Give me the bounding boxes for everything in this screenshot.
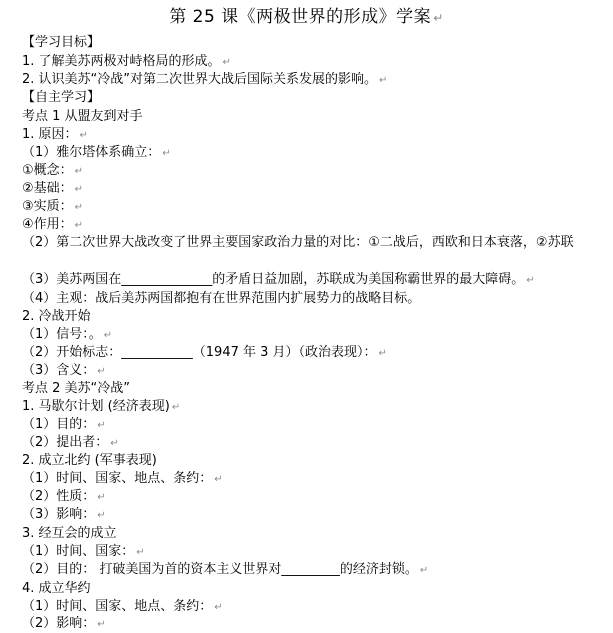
text-line: （2）影响： ↵: [22, 616, 106, 631]
text-line: ③实质： ↵: [22, 199, 84, 214]
text-line: （2）性质： ↵: [22, 489, 106, 504]
text-line: （3）美苏两国在______________的矛盾日益加剧，苏联成为美国称霸世界的最大障碍。 ↵: [22, 272, 535, 287]
text-line: 1. 原因： ↵: [22, 127, 88, 142]
text-line: 2. 认识美苏“冷战”对第二次世界大战后国际关系发展的影响。 ↵: [22, 72, 388, 87]
topic-heading: 考点 1 从盟友到对手: [22, 109, 143, 124]
paragraph-mark-icon: ↵: [433, 11, 444, 25]
text-line: （1）信号：。 ↵: [22, 327, 113, 342]
text-line: （2）目的： 打破美国为首的资本主义世界对_________的经济封锁。 ↵: [22, 562, 429, 577]
text-line: ②基础： ↵: [22, 181, 84, 196]
text-line: （3）含义： ↵: [22, 363, 106, 378]
paragraph-mark-icon: ↵: [103, 330, 113, 341]
text-line: 1. 马歇尔计划 (经济表现) ↵: [22, 399, 181, 414]
paragraph-mark-icon: ↵: [97, 492, 106, 503]
paragraph-mark-icon: ↵: [162, 148, 171, 159]
paragraph-mark-icon: ↵: [171, 402, 181, 413]
text-line: ④作用： ↵: [22, 217, 84, 232]
text-line: （4）主观：战后美苏两国都抱有在世界范围内扩展势力的战略目标。: [22, 291, 421, 306]
paragraph-mark-icon: ↵: [378, 348, 387, 359]
paragraph-mark-icon: ↵: [74, 220, 84, 231]
paragraph-mark-icon: ↵: [110, 438, 119, 449]
paragraph-mark-icon: ↵: [97, 510, 106, 521]
paragraph-mark-icon: ↵: [79, 130, 88, 141]
paragraph-mark-icon: ↵: [97, 619, 106, 630]
paragraph-mark-icon: ↵: [419, 565, 429, 576]
paragraph-mark-icon: ↵: [97, 420, 106, 431]
text-paragraph: （2）第二次世界大战改变了世界主要国家政治力量的对比：①二战后，西欧和日本衰落，②苏联: [22, 235, 574, 250]
text-line: （1）时间、国家、地点、条约： ↵: [22, 471, 223, 486]
document-title: 第 25 课《两极世界的形成》学案 ↵: [169, 7, 444, 27]
paragraph-mark-icon: ↵: [136, 547, 145, 558]
text-line: （1）目的： ↵: [22, 417, 106, 432]
paragraph-mark-icon: ↵: [214, 474, 223, 485]
text-line: 2. 成立北约 (军事表现): [22, 453, 157, 468]
text-line: （1）时间、国家： ↵: [22, 544, 145, 559]
topic-heading: 考点 2 美苏“冷战”: [22, 381, 131, 396]
paragraph-mark-icon: ↵: [214, 602, 223, 613]
text-line: （1）雅尔塔体系确立： ↵: [22, 145, 171, 160]
paragraph-mark-icon: ↵: [222, 57, 231, 68]
paragraph-mark-icon: ↵: [379, 75, 388, 86]
paragraph-mark-icon: ↵: [74, 202, 84, 213]
paragraph-mark-icon: ↵: [74, 166, 84, 177]
paragraph-mark-icon: ↵: [97, 366, 106, 377]
paragraph-mark-icon: ↵: [526, 275, 535, 286]
text-line: 4. 成立华约: [22, 581, 91, 596]
section-heading-self-study: 【自主学习】: [22, 90, 101, 105]
text-line: 2. 冷战开始: [22, 309, 91, 324]
text-line: （2）提出者： ↵: [22, 435, 119, 450]
text-line: ①概念： ↵: [22, 163, 84, 178]
text-line: （2）开始标志：___________（1947 年 3 月）（政治表现）： ↵: [22, 345, 387, 360]
text-line: （3）影响： ↵: [22, 507, 106, 522]
text-line: 1. 了解美苏两极对峙格局的形成。 ↵: [22, 54, 231, 69]
section-heading-objectives: 【学习目标】: [22, 35, 101, 50]
text-line: 3. 经互会的成立: [22, 526, 117, 541]
paragraph-mark-icon: ↵: [74, 184, 84, 195]
text-line: （1）时间、国家、地点、条约： ↵: [22, 599, 223, 614]
